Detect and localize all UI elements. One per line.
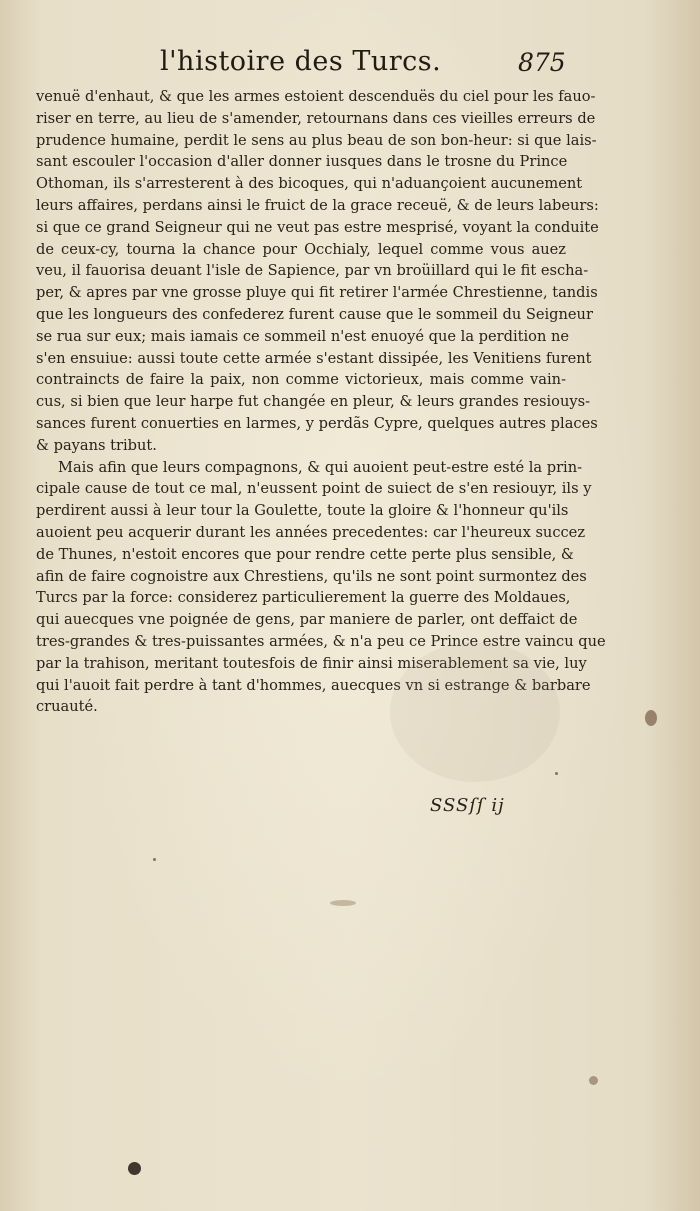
text-line: que les longueurs des confederez furent cause que le sommeil du Seigneur [36, 305, 593, 323]
ink-blot [128, 1162, 141, 1175]
text-line: Mais afin que leurs compagnons, & qui auoient peut-estre esté la prin- [58, 458, 583, 476]
text-line: cruauté. [36, 698, 98, 716]
text-line: cipale cause de tout ce mal, n'eussent point de suiect de s'en resiouyr, ils y [36, 480, 592, 498]
paper-speck [153, 858, 156, 861]
text-line: sances furent conuerties en larmes, y perdãs Cypre, quelques autres places [36, 414, 598, 432]
text-line: se rua sur eux; mais iamais ce sommeil n'est enuoyé que la perdition ne [36, 327, 570, 345]
text-line: contraincts de faire la paix, non comme victorieux, mais comme vain- [36, 371, 566, 389]
text-line: tres-grandes & tres-puissantes armées, & n'a peu ce Prince estre vaincu que [36, 632, 606, 650]
text-line: afin de faire cognoistre aux Chrestiens, qu'ils ne sont point surmontez des [36, 567, 587, 585]
text-line: si que ce grand Seigneur qui ne veut pas estre mesprisé, voyant la conduite [36, 218, 599, 236]
text-line: Turcs par la force: considerez particulierement la guerre des Moldaues, [36, 589, 571, 607]
text-line: Othoman, ils s'arresterent à des bicoques, qui n'aduançoient aucunement [36, 175, 583, 193]
body-text [36, 86, 606, 718]
text-line: prudence humaine, perdit le sens au plus beau de son bon-heur: si que lais- [36, 131, 597, 149]
text-line: & payans tribut. [36, 436, 157, 454]
signature-mark: SSSſſ ij [430, 795, 505, 816]
text-line: cus, si bien que leur harpe fut changée en pleur, & leurs grandes resiouys- [36, 393, 591, 411]
text-line: veu, il fauorisa deuant l'isle de Sapience, par vn broüillard qui le fit escha- [36, 262, 589, 280]
text-line: per, & apres par vne grosse pluye qui fit retirer l'armée Chrestienne, tandis [36, 284, 598, 302]
paper-stain [589, 1076, 598, 1085]
text-line: par la trahison, meritant toutesfois de finir ainsi miserablement sa vie, luy [36, 654, 587, 672]
text-line: leurs affaires, perdans ainsi le fruict de la grace receuë, & de leurs labeurs: [36, 196, 599, 214]
paper-stain [330, 900, 356, 906]
text-line: qui l'auoit fait perdre à tant d'hommes, auecques vn si estrange & barbare [36, 676, 591, 694]
page-number: 875 [518, 48, 566, 77]
text-line: perdirent aussi à leur tour la Goulette, toute la gloire & l'honneur qu'ils [36, 502, 569, 520]
text-line: venuë d'enhaut, & que les armes estoient descenduës du ciel pour les fauo- [36, 88, 596, 105]
running-title: l'histoire des Turcs. [160, 46, 442, 77]
text-line: s'en ensuiue: aussi toute cette armée s'estant dissipée, les Venitiens furent [36, 349, 592, 367]
text-line: sant escouler l'occasion d'aller donner iusques dans le trosne du Prince [36, 153, 568, 171]
text-line: qui auecques vne poignée de gens, par maniere de parler, ont deffaict de [36, 611, 578, 629]
text-line: riser en terre, au lieu de s'amender, retournans dans ces vieilles erreurs de [36, 109, 596, 127]
text-line: auoient peu acquerir durant les années precedentes: car l'heureux succez [36, 523, 586, 541]
text-line: de Thunes, n'estoit encores que pour rendre cette perte plus sensible, & [36, 545, 574, 563]
paper-stain [645, 710, 657, 726]
text-line: de ceux-cy, tourna la chance pour Occhialy, lequel comme vous auez [36, 240, 566, 258]
bleed-through-shadow [390, 642, 560, 782]
paper-speck [555, 772, 558, 775]
